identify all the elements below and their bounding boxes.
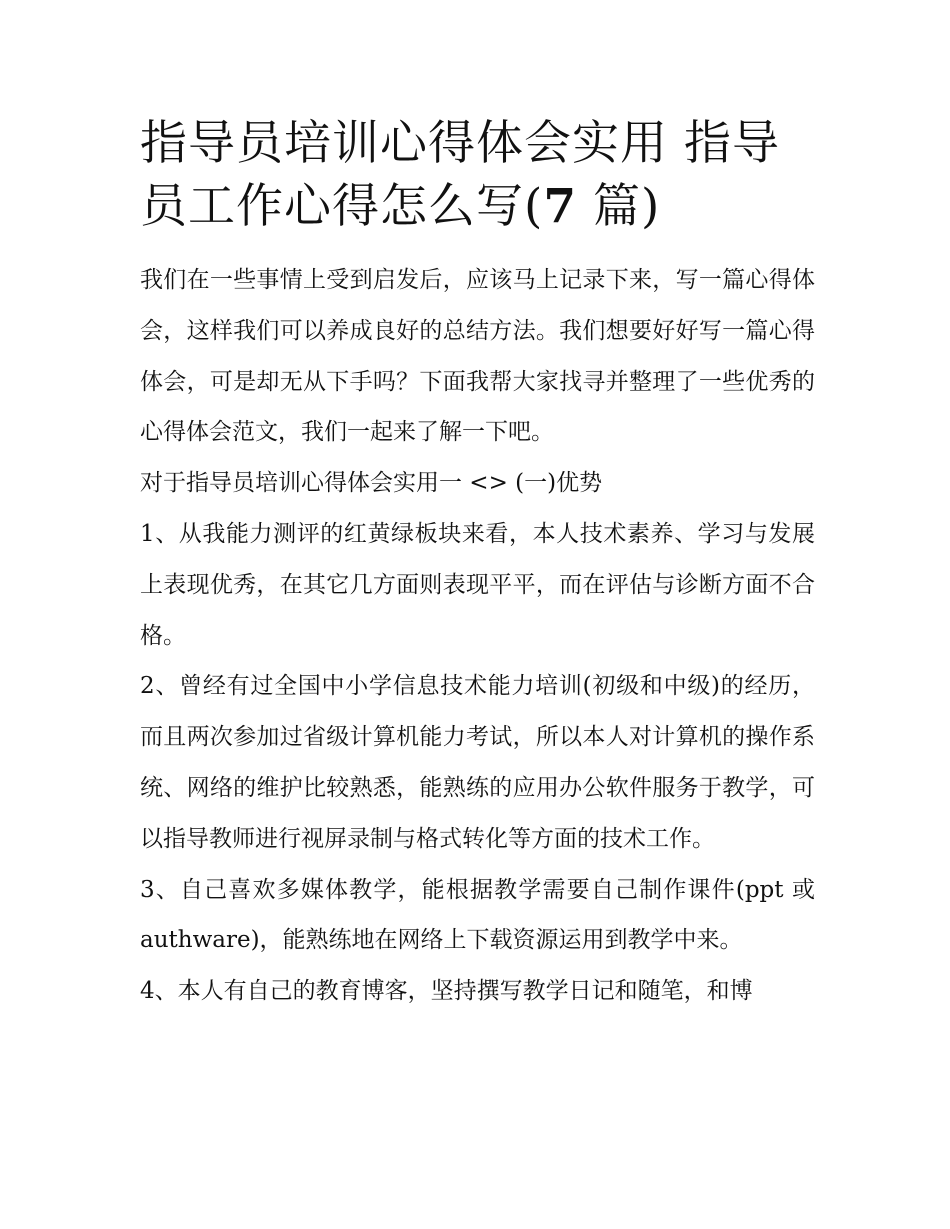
list-item-4: 4、本人有自己的教育博客，坚持撰写教学日记和随笔，和博	[140, 978, 753, 1005]
document-body	[140, 112, 815, 1017]
list-item-2: 2、曾经有过全国中小学信息技术能力培训(初级和中级)的经历，而且两次参加过省级计算机能力考试，所以本人对计算机的操作系统、网络的维护比较熟悉，能熟练的应用办公软件服务于教学，可以指导教师进行视屏录制与格式转化等方面的技术工作。	[140, 673, 815, 852]
document-title	[140, 112, 815, 238]
list-item-3: 3、自己喜欢多媒体教学，能根据教学需要自己制作课件(ppt 或 authware)，能熟练地在网络上下载资源运用到教学中来。	[140, 876, 815, 954]
intro-paragraph: 我们在一些事情上受到启发后，应该马上记录下来，写一篇心得体会，这样我们可以养成良好的总结方法。我们想要好好写一篇心得体会，可是却无从下手吗？下面我帮大家找寻并整理了一些优秀的心得体会范文，我们一起来了解一下吧。	[140, 267, 815, 446]
title-text: 指导员培训心得体会实用 指导员工作心得怎么写(	[140, 116, 780, 234]
section-heading: 对于指导员培训心得体会实用一 <> (一)优势	[140, 470, 603, 497]
list-item-1: 1、从我能力测评的红黄绿板块来看，本人技术素养、学习与发展上表现优秀，在其它几方面则表现平平，而在评估与诊断方面不合格。	[140, 520, 815, 649]
title-count: 7	[543, 179, 578, 234]
title-suffix: 篇)	[577, 179, 661, 234]
